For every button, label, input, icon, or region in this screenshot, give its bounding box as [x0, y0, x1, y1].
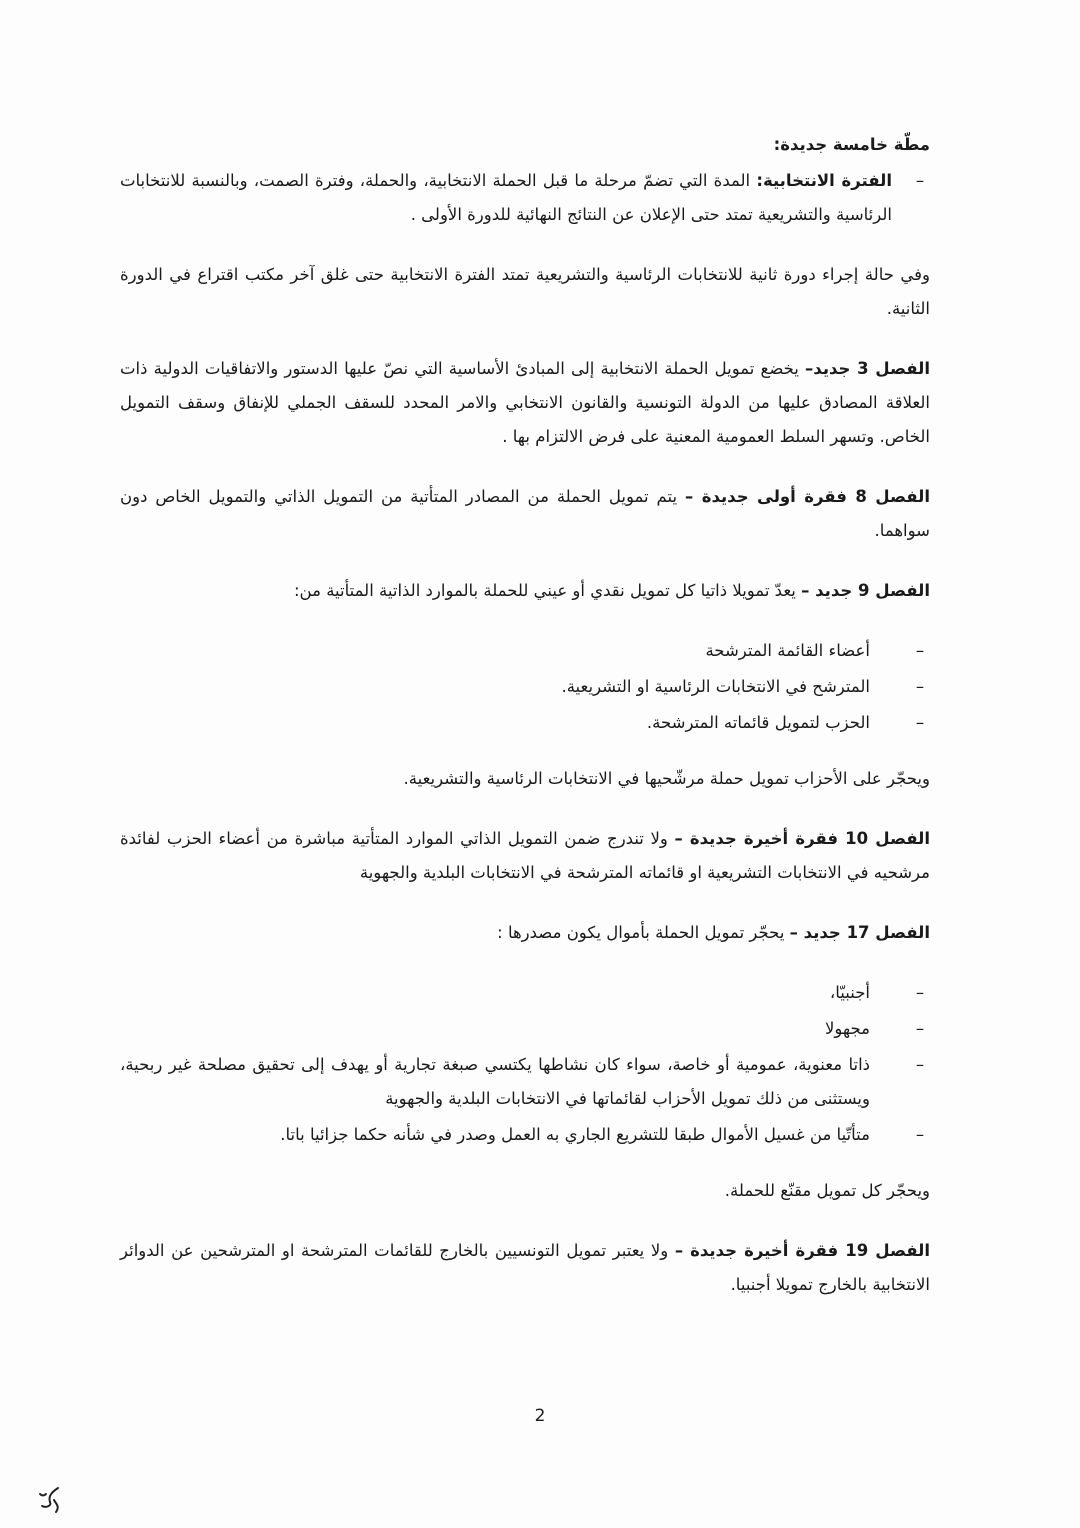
article-text: ولا تندرج ضمن التمويل الذاتي الموارد المتأتية مباشرة من أعضاء الحزب لفائدة مرشحيه في الانتخابات التشريعية او قائماته المترشحة في الانتخابات البلدية والجهوية: [120, 829, 930, 882]
term-definition: المدة التي تضمّ مرحلة ما قبل الحملة الانتخابية، والحملة، وفترة الصمت، وبالنسبة للانتخابات الرئاسية والتشريعية تمتد حتى الإعلان عن النتائج النهائية للدورة الأولى .: [120, 171, 892, 224]
list-item-text: مجهولا: [824, 1019, 870, 1038]
page-number: 2: [534, 1406, 546, 1426]
article-3: [120, 352, 930, 454]
list-item-text: ذاتا معنوية، عمومية أو خاصة، سواء كان نشاطها يكتسي صبغة تجارية أو يهدف إلى تحقيق مصلحة غير ربحية، ويستثنى من ذلك تمويل الأحزاب لقائماتها في الانتخابات البلدية والجهوية: [120, 1055, 870, 1108]
list-item-text: المترشح في الانتخابات الرئاسية او التشريعية.: [561, 677, 870, 696]
article-9-list: [120, 634, 930, 740]
term-label: الفترة الانتخابية:: [756, 171, 892, 190]
list-item: [120, 976, 930, 1010]
list-item: [120, 1118, 930, 1152]
article-9: [120, 574, 930, 608]
article-label: الفصل 19 فقرة أخيرة جديدة –: [674, 1241, 930, 1260]
article-17-list: [120, 976, 930, 1152]
article-text: يخضع تمويل الحملة الانتخابية إلى المبادئ الأساسية التي نصّ عليها الدستور والاتفاقيات الدولية ذات العلاقة المصادق عليها من الدولة التونسية والقانون الانتخابي والامر المحدد للسقف الجملي للإنفاق وسقف التمويل الخاص. وتسهر السلط العمومية المعنية على فرض الالتزام بها .: [120, 359, 930, 446]
term-definition-list: [120, 164, 930, 232]
paragraph-parties-ban: ويحجّر على الأحزاب تمويل حملة مرشّحيها في الانتخابات الرئاسية والتشريعية.: [403, 769, 930, 788]
article-17: [120, 916, 930, 950]
article-8: [120, 480, 930, 548]
list-item: [120, 1048, 930, 1116]
paragraph-hidden-funding-ban: ويحجّر كل تمويل مقنّع للحملة.: [724, 1181, 930, 1200]
paragraph-second-round: وفي حالة إجراء دورة ثانية للانتخابات الرئاسية والتشريعية تمتد الفترة الانتخابية حتى غلق آخر مكتب اقتراع في الدورة الثانية.: [120, 265, 930, 318]
article-label: الفصل 17 جديد –: [789, 923, 930, 942]
section-heading: مطّة خامسة جديدة:: [773, 135, 930, 154]
dash-bullet: –: [915, 641, 925, 660]
article-19: [120, 1234, 930, 1302]
list-item: [120, 1012, 930, 1046]
article-label: الفصل 9 جديد –: [801, 581, 930, 600]
list-item: [120, 634, 930, 668]
list-item: [120, 670, 930, 704]
handwritten-initials-icon: [34, 1484, 64, 1516]
dash-bullet: –: [915, 1055, 925, 1074]
list-item-text: أعضاء القائمة المترشحة: [705, 641, 870, 660]
article-text: يعدّ تمويلا ذاتيا كل تمويل نقدي أو عيني للحملة بالموارد الذاتية المتأتية من:: [294, 581, 802, 600]
article-10: [120, 822, 930, 890]
article-text: ولا يعتبر تمويل التونسيين بالخارج للقائمات المترشحة او المترشحين عن الدوائر الانتخابية بالخارج تمويلا أجنبيا.: [120, 1241, 930, 1294]
dash-bullet: –: [915, 1125, 925, 1144]
list-item-text: متأتّيا من غسيل الأموال طبقا للتشريع الجاري به العمل وصدر في شأنه حكما جزائيا باتا.: [280, 1125, 870, 1144]
document-body: [120, 128, 930, 1328]
list-item: [120, 706, 930, 740]
article-label: الفصل 8 فقرة أولى جديدة –: [685, 487, 930, 506]
dash-bullet: –: [915, 983, 925, 1002]
list-item: [120, 164, 930, 232]
article-text: يتم تمويل الحملة من المصادر المتأتية من التمويل الذاتي والتمويل الخاص دون سواهما.: [120, 487, 930, 540]
dash-bullet: –: [915, 1019, 925, 1038]
article-text: يحجّر تمويل الحملة بأموال يكون مصدرها :: [497, 923, 790, 942]
list-item-text: الحزب لتمويل قائماته المترشحة.: [646, 713, 870, 732]
article-label: الفصل 3 جديد–: [805, 359, 930, 378]
dash-bullet: –: [915, 171, 925, 190]
list-item-text: أجنبيّا،: [829, 983, 870, 1002]
dash-bullet: –: [915, 677, 925, 696]
dash-bullet: –: [915, 713, 925, 732]
article-label: الفصل 10 فقرة أخيرة جديدة –: [674, 829, 930, 848]
